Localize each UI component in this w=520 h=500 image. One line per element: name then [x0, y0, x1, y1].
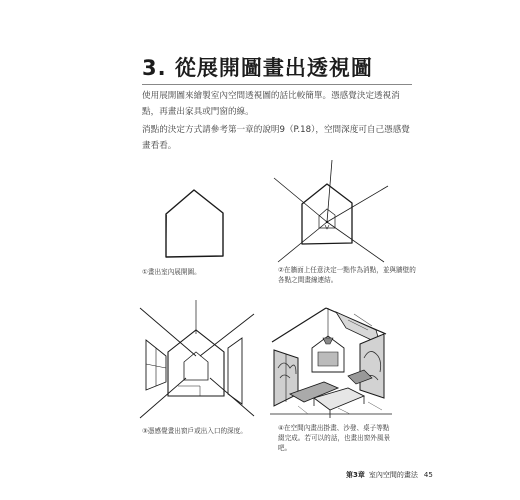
- figure-1-elevation-sketch: [160, 186, 230, 262]
- intro-paragraph-2: 消點的決定方式請參考第一章的說明9（P.18），空間深度可自己憑感覺畫看看。: [142, 125, 410, 151]
- figure-2-caption: ②在牆面上任意決定一點作為消點，並與牆壁的各點之間畫線連結。: [278, 266, 416, 284]
- page-number: 45: [423, 471, 433, 479]
- figure-3-caption: ③憑感覺畫出窗戶或出入口的深度。: [142, 427, 247, 435]
- figure-4-caption: ④在空間內畫出掛畫、沙發、桌子等點綴完成。若可以的話，也畫出窗外風景吧。: [278, 424, 391, 452]
- figure-4-finished-interior-sketch: [268, 298, 394, 422]
- title-underline: [142, 84, 412, 85]
- footer-section: 室內空間的畫法: [368, 471, 418, 479]
- page-footer: [346, 470, 433, 480]
- footer-chapter: 第3章: [346, 471, 365, 479]
- figure-3-openings-sketch: [138, 300, 256, 420]
- figure-2-vanishing-point-sketch: [272, 158, 390, 266]
- figure-1-caption: ①畫出室內展開圖。: [142, 268, 201, 276]
- intro-paragraph-1: 使用展開圖來繪製室內空間透視圖的話比較簡單。憑感覺決定透視消點，再畫出家具或門窗的線。: [142, 91, 400, 117]
- section-title: 3. 從展開圖畫出透視圖: [142, 56, 373, 80]
